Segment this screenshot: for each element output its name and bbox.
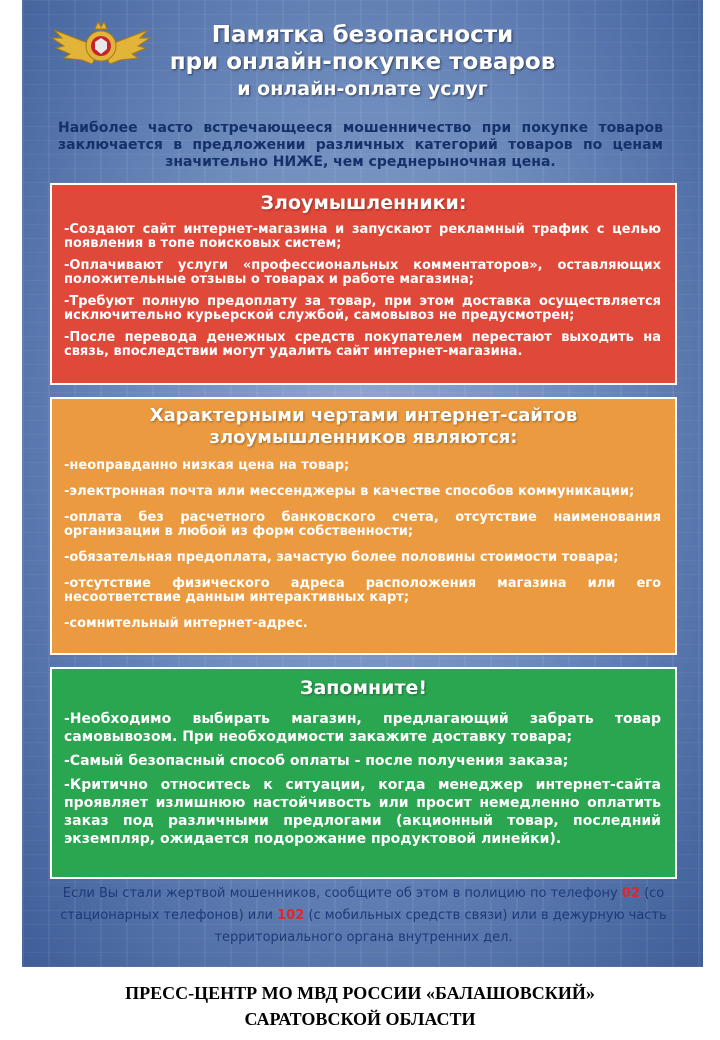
list-item: -Критично относитесь к ситуации, когда менеджер интернет-сайта проявляет излишнюю настойчивость или просит немедленно оплатить заказ под различными предлогами (акционный товар, последний экземпляр, ожидается подорожание продуктовой линейки).: [64, 777, 661, 847]
phone-landline: 02: [621, 886, 640, 901]
report-text-before: Если Вы стали жертвой мошенников, сообщите об этом в полицию по телефону: [62, 886, 622, 901]
report-text-middle: (со стационарных телефонов) или: [60, 886, 665, 923]
list-item: -Необходимо выбирать магазин, предлагающий забрать товар самовывозом. При необходимости закажите доставку товара;: [64, 711, 661, 745]
list-item: -оплата без расчетного банковского счета, отсутствие наименования организации в любой из форм собственности;: [64, 510, 661, 539]
remember-list: [52, 710, 675, 848]
fraudsters-heading: Злоумышленники:: [260, 192, 467, 214]
footer-line-1: ПРЕСС-ЦЕНТР МО МВД РОССИИ «БАЛАШОВСКИЙ»: [125, 983, 595, 1003]
report-paragraph: [52, 883, 675, 949]
traits-heading: [52, 399, 675, 449]
title-line-1: Памятка безопасности: [211, 22, 514, 48]
list-item: -обязательная предоплата, зачастую более половины стоимости товара;: [64, 550, 619, 565]
traits-box: [50, 397, 677, 655]
phone-mobile: 102: [277, 908, 305, 923]
list-item: -электронная почта или мессенджеры в качестве способов коммуникации;: [64, 484, 635, 499]
remember-box: [50, 667, 677, 879]
list-item: -неоправданно низкая цена на товар;: [64, 458, 350, 473]
fraudsters-list: [52, 223, 675, 359]
list-item: -сомнительный интернет-адрес.: [64, 616, 308, 631]
report-text-after: (с мобильных средств связи) или в дежурную часть территориального органа внутренних дел.: [214, 908, 667, 945]
remember-heading: Запомните!: [299, 677, 428, 699]
footer-line-2: САРАТОВСКОЙ ОБЛАСТИ: [244, 1009, 476, 1029]
intro-paragraph: Наиболее часто встречающееся мошенничество при покупке товаров заключается в предложении различных категорий товаров по ценам значительно НИЖЕ, чем среднерыночная цена.: [58, 120, 663, 170]
safety-poster: [22, 0, 703, 967]
fraudsters-box: [50, 183, 677, 385]
list-item: -Требуют полную предоплату за товар, при этом доставка осуществляется исключительно курьерской службой, самовывоз не предусмотрен;: [64, 294, 661, 323]
press-center-caption: [0, 980, 720, 1032]
list-item: -Оплачивают услуги «профессиональных комментаторов», оставляющих положительные отзывы о товарах и работе магазина;: [64, 258, 661, 287]
list-item: -Самый безопасный способ оплаты - после получения заказа;: [64, 753, 569, 769]
list-item: -отсутствие физического адреса расположения магазина или его несоответствие данным интерактивных карт;: [64, 576, 661, 605]
traits-list: [52, 459, 675, 631]
title-line-3: и онлайн-оплате услуг: [237, 78, 488, 100]
title-line-2: при онлайн-покупке товаров: [169, 49, 556, 75]
poster-title: [22, 22, 703, 103]
traits-heading-line-2: злоумышленников являются:: [209, 427, 518, 448]
traits-heading-line-1: Характерными чертами интернет-сайтов: [149, 405, 578, 426]
list-item: -После перевода денежных средств покупателем перестают выходить на связь, впоследствии могут удалить сайт интернет-магазина.: [64, 330, 661, 359]
list-item: -Создают сайт интернет-магазина и запускают рекламный трафик с целью появления в топе поисковых систем;: [64, 222, 661, 251]
